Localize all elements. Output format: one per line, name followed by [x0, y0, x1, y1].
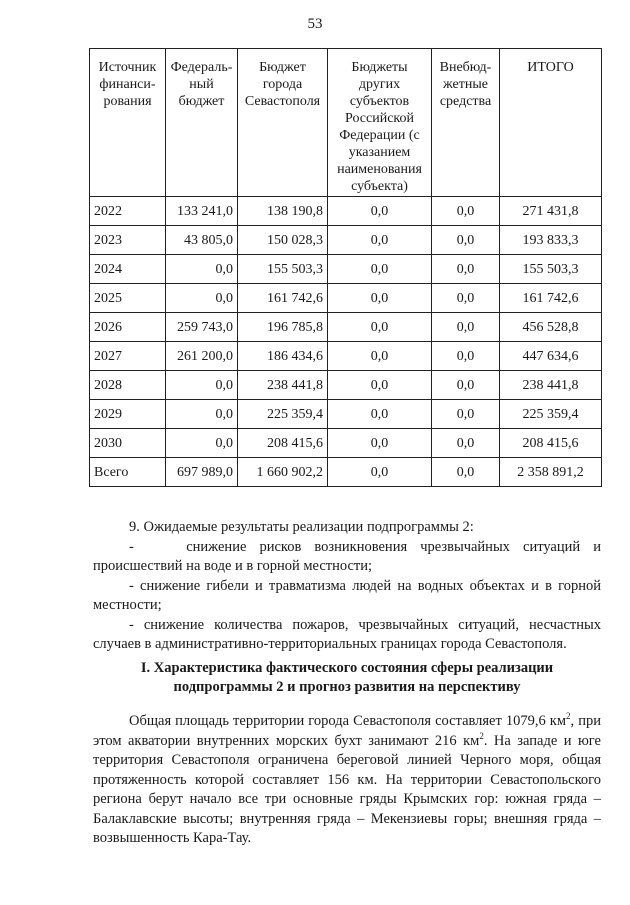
table-cell: 0,0 [432, 400, 500, 429]
table-cell: 225 359,4 [238, 400, 328, 429]
page-number: 53 [307, 16, 323, 32]
row-label-cell: 2030 [90, 429, 166, 458]
table-cell: 193 833,3 [500, 226, 602, 255]
header-extrabudget: Внебюд-жетные средства [432, 49, 500, 197]
table-cell: 0,0 [328, 313, 432, 342]
financing-table [89, 48, 602, 487]
table-cell: 0,0 [328, 255, 432, 284]
header-total: ИТОГО [500, 49, 602, 197]
table-cell: 0,0 [328, 197, 432, 226]
table-row [90, 313, 602, 342]
table-cell: 2 358 891,2 [500, 458, 602, 487]
table-cell: 138 190,8 [238, 197, 328, 226]
header-federal: Федераль-ный бюджет [166, 49, 238, 197]
row-label-cell: 2022 [90, 197, 166, 226]
table-header-row [90, 49, 602, 197]
table-cell: 0,0 [432, 371, 500, 400]
table-row [90, 342, 602, 371]
table-body [90, 197, 602, 487]
table-row [90, 458, 602, 487]
table-cell: 225 359,4 [500, 400, 602, 429]
table-cell: 133 241,0 [166, 197, 238, 226]
paragraph-text: , при этом акватории внутренних морских бухт занимают 216 км [93, 713, 601, 749]
section-heading-line: I. Характеристика фактического состояния сферы реализации [140, 660, 554, 676]
table-cell: 0,0 [166, 371, 238, 400]
table-cell: 1 660 902,2 [238, 458, 328, 487]
table-cell: 259 743,0 [166, 313, 238, 342]
table-cell: 0,0 [328, 226, 432, 255]
results-title: 9. Ожидаемые результаты реализации подпрограммы 2: [129, 519, 474, 535]
superscript: 2 [479, 730, 484, 741]
table-row [90, 400, 602, 429]
table-cell: 208 415,6 [500, 429, 602, 458]
section-heading [93, 659, 601, 697]
table-row [90, 197, 602, 226]
row-label-cell: 2028 [90, 371, 166, 400]
table-row [90, 371, 602, 400]
table-cell: 0,0 [166, 284, 238, 313]
table-cell: 0,0 [328, 429, 432, 458]
row-label-cell: 2029 [90, 400, 166, 429]
table-cell: 186 434,6 [238, 342, 328, 371]
results-item: - снижение рисков возникновения чрезвычайных ситуаций и происшествий на воде и в горной местности; [93, 538, 601, 574]
table-cell: 0,0 [166, 429, 238, 458]
table-cell: 0,0 [166, 400, 238, 429]
table-cell: 196 785,8 [238, 313, 328, 342]
table-cell: 0,0 [432, 458, 500, 487]
table-cell: 150 028,3 [238, 226, 328, 255]
header-sevastopol: Бюджет города Севастополя [238, 49, 328, 197]
table-cell: 0,0 [328, 342, 432, 371]
table-cell: 238 441,8 [238, 371, 328, 400]
table-row [90, 226, 602, 255]
table-cell: 161 742,6 [238, 284, 328, 313]
results-block [93, 518, 601, 655]
table-cell: 456 528,8 [500, 313, 602, 342]
section-heading-line: подпрограммы 2 и прогноз развития на перспективу [173, 679, 521, 695]
header-source: Источник финанси-рования [90, 49, 166, 197]
table-cell: 155 503,3 [238, 255, 328, 284]
table-cell: 161 742,6 [500, 284, 602, 313]
table-cell: 0,0 [432, 255, 500, 284]
paragraph-text: Общая площадь территории города Севастополя составляет 1079,6 км [129, 713, 567, 729]
row-label-cell: 2024 [90, 255, 166, 284]
table-cell: 155 503,3 [500, 255, 602, 284]
table-cell: 0,0 [432, 342, 500, 371]
results-item: - снижение количества пожаров, чрезвычайных ситуаций, несчастных случаев в административно-территориальных границах города Севастополя. [93, 616, 601, 652]
section-paragraph-block [93, 712, 601, 849]
row-label-cell: 2025 [90, 284, 166, 313]
paragraph-text: . На западе и юге территория Севастополя ограничена береговой линией Черного моря, общая протяженность которой составляет 156 км. На территории Севастопольского региона берут начало все три основные гряды Крымских гор: южная гряда – Балаклавские высоты; внутренняя гряда – Мекензиевы горы; внешняя гряда – возвышенность Кара-Тау. [93, 732, 601, 846]
table-cell: 208 415,6 [238, 429, 328, 458]
table-cell: 0,0 [328, 458, 432, 487]
table-cell: 0,0 [328, 371, 432, 400]
table-row [90, 429, 602, 458]
table-cell: 0,0 [432, 313, 500, 342]
table-cell: 0,0 [432, 197, 500, 226]
row-label-cell: 2026 [90, 313, 166, 342]
table-row [90, 255, 602, 284]
row-label-cell: 2023 [90, 226, 166, 255]
table-cell: 271 431,8 [500, 197, 602, 226]
table-cell: 43 805,0 [166, 226, 238, 255]
results-item: - снижение гибели и травматизма людей на водных объектах и в горной местности; [93, 577, 601, 613]
row-label-cell: 2027 [90, 342, 166, 371]
table-cell: 238 441,8 [500, 371, 602, 400]
row-label-cell: Всего [90, 458, 166, 487]
header-other-subjects: Бюджеты других субъектов Российской Федерации (с указанием наименования субъекта) [328, 49, 432, 197]
superscript: 2 [566, 711, 571, 722]
table-cell: 0,0 [166, 255, 238, 284]
table-cell: 0,0 [328, 400, 432, 429]
table-cell: 261 200,0 [166, 342, 238, 371]
table-cell: 697 989,0 [166, 458, 238, 487]
table-cell: 0,0 [432, 226, 500, 255]
table-cell: 0,0 [432, 429, 500, 458]
table-row [90, 284, 602, 313]
table-cell: 0,0 [328, 284, 432, 313]
table-cell: 447 634,6 [500, 342, 602, 371]
table-cell: 0,0 [432, 284, 500, 313]
section-paragraph [93, 712, 601, 849]
